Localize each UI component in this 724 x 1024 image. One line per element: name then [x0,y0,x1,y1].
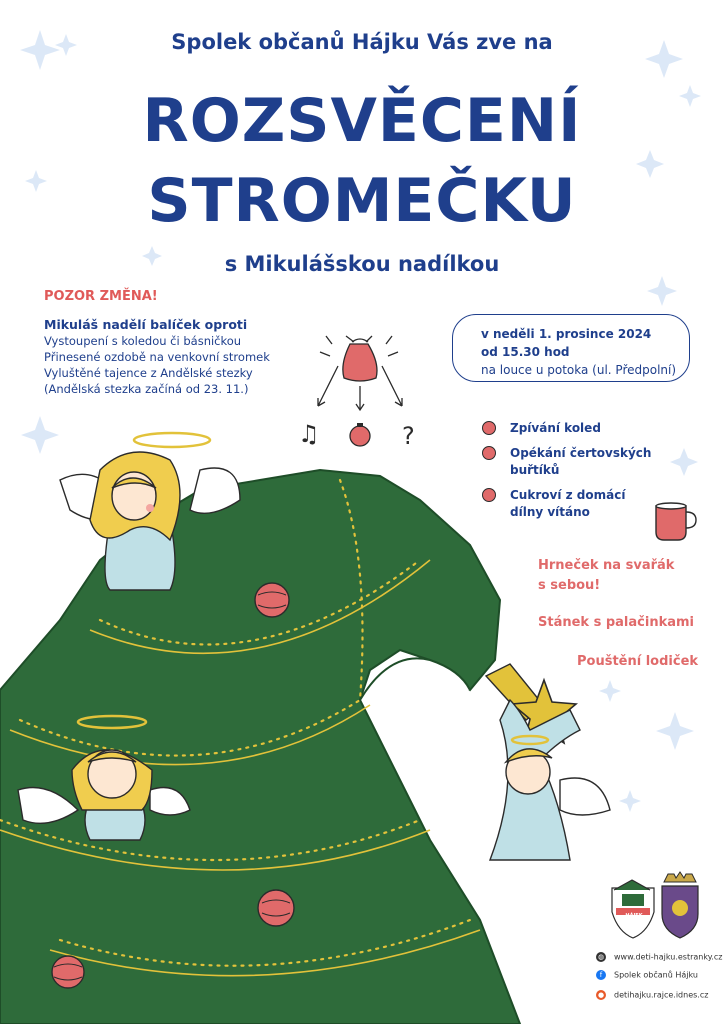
mug-icon [656,503,696,540]
bauble-bullet-icon [482,421,496,435]
facebook-icon: f [596,970,606,980]
website-link[interactable]: ◍ www.deti-hajku.estranky.cz [597,952,723,962]
notice-line: Vystoupení s koledou či básničkou [44,334,242,348]
event-details-box [452,314,690,382]
pancake-stand: Stánek s palačinkami [538,615,694,630]
gift-sack-diagram [318,336,402,410]
invite-line: Spolek občanů Hájku Vás zve na [171,30,553,54]
activity-item: Cukroví z domácí dílny vítáno [484,487,625,521]
facebook-link[interactable]: f Spolek občanů Hájku [596,970,698,980]
change-notice-label: POZOR ZMĚNA! [44,289,158,304]
bauble-bullet-icon [482,446,496,460]
notice-line: Vyluštěné tajence z Andělské stezky [44,366,253,380]
crest-left-text: HÁJEK [625,913,643,919]
activity-item: Opékání čertovských buřtíků [484,445,651,479]
notice-heading: Mikuláš nadělí balíček oproti [44,317,248,332]
bauble-icon [350,423,370,446]
subtitle: s Mikulášskou nadílkou [224,252,500,276]
globe-icon: ◍ [597,953,605,961]
angel-illustration-right [490,700,610,860]
rajce-link[interactable]: ● detihajku.rajce.idnes.cz [597,990,709,1000]
boat-launch: Pouštění lodiček [577,654,699,669]
event-place: na louce u potoka (ul. Předpolní) [481,363,677,377]
notice-line: (Andělská stezka začíná od 23. 11.) [44,382,249,396]
event-date: v neděli 1. prosince 2024 [481,327,652,341]
mug-reminder: Hrneček na svařák s sebou! [538,558,675,593]
bauble-bullet-icon [482,488,496,502]
activity-item: Zpívání koled [484,420,601,437]
music-note-icon: ♫ [298,420,320,448]
title-line-1: ROZSVĚCENÍ [142,86,582,156]
rajce-icon: ● [597,991,605,999]
notice-line: Přinesené ozdobě na venkovní stromek [44,350,270,364]
event-time: od 15.30 hod [481,345,570,359]
christmas-tree [0,470,520,1024]
town-coat-of-arms [662,872,698,938]
notice-block [44,317,314,397]
village-crest-logo [612,880,654,938]
title-line-2: STROMEČKU [147,166,577,236]
question-mark-icon: ? [402,422,415,450]
